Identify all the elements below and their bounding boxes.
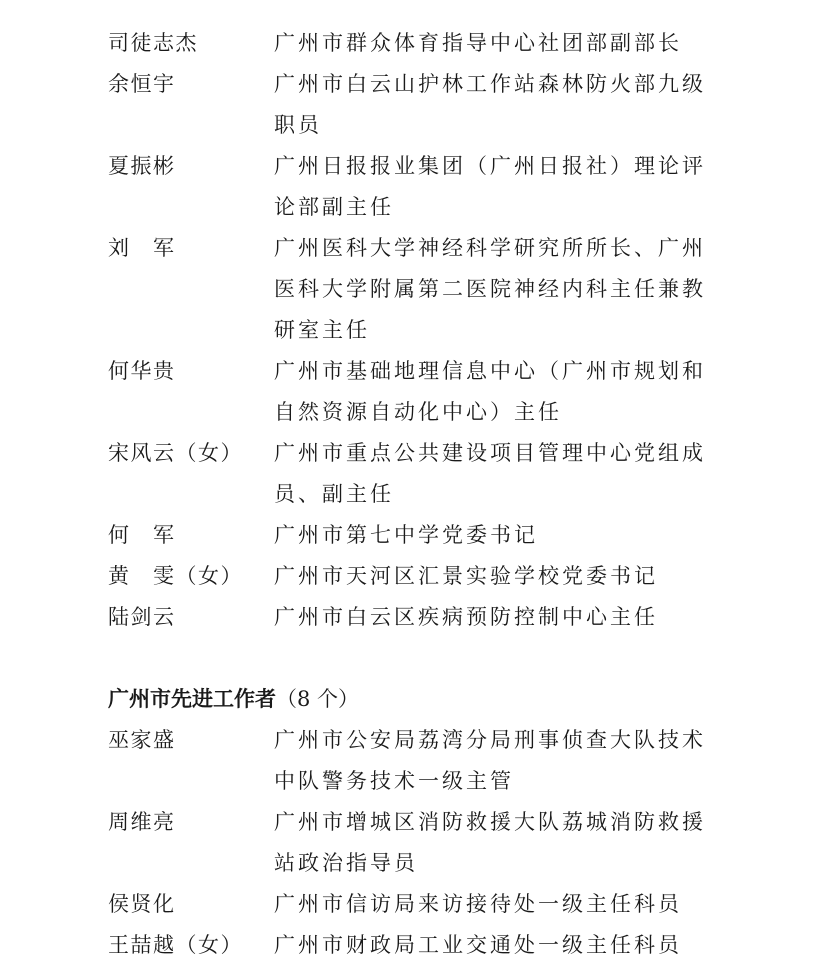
person-name: 陆剑云 <box>108 605 176 629</box>
person-title: 广州市第七中学党委书记 <box>274 523 538 547</box>
list-item <box>108 228 748 351</box>
person-name: 何 军 <box>108 523 176 547</box>
person-name: 巫家盛 <box>108 728 176 752</box>
person-name: 王喆越（女） <box>108 933 243 957</box>
person-name: 侯贤化 <box>108 892 176 916</box>
person-title: 广州市公安局荔湾分局刑事侦查大队技术中队警务技术一级主管 <box>274 728 706 793</box>
person-name: 黄 雯（女） <box>108 564 243 588</box>
person-title: 广州市财政局工业交通处一级主任科员 <box>274 933 682 957</box>
person-title: 广州市天河区汇景实验学校党委书记 <box>274 564 658 588</box>
section-heading-text: 广州市先进工作者 <box>108 687 276 711</box>
person-name: 周维亮 <box>108 810 176 834</box>
section-count: （8 个） <box>276 687 360 711</box>
person-name: 余恒宇 <box>108 72 176 96</box>
list-item <box>108 720 748 802</box>
list-item <box>108 433 748 515</box>
person-name: 夏振彬 <box>108 154 176 178</box>
person-title: 广州市重点公共建设项目管理中心党组成员、副主任 <box>274 441 706 506</box>
list-item <box>108 351 748 433</box>
list-item <box>108 64 748 146</box>
person-title: 广州市群众体育指导中心社团部副部长 <box>274 31 682 55</box>
section-heading <box>108 679 748 720</box>
person-name: 何华贵 <box>108 359 176 383</box>
list-item <box>108 802 748 884</box>
list-item <box>108 146 748 228</box>
list-item <box>108 884 748 925</box>
person-title: 广州医科大学神经科学研究所所长、广州医科大学附属第二医院神经内科主任兼教研室主任 <box>274 236 706 342</box>
list-item <box>108 515 748 556</box>
list-item <box>108 597 748 638</box>
person-name: 宋风云（女） <box>108 441 243 465</box>
person-title: 广州市白云山护林工作站森林防火部九级职员 <box>274 72 706 137</box>
person-title: 广州市信访局来访接待处一级主任科员 <box>274 892 682 916</box>
person-title: 广州日报报业集团（广州日报社）理论评论部副主任 <box>274 154 706 219</box>
person-name: 刘 军 <box>108 236 176 260</box>
honoree-list <box>108 23 748 966</box>
list-item <box>108 925 748 966</box>
person-name: 司徒志杰 <box>108 31 198 55</box>
list-item <box>108 556 748 597</box>
person-title: 广州市白云区疾病预防控制中心主任 <box>274 605 658 629</box>
list-item <box>108 23 748 64</box>
person-title: 广州市基础地理信息中心（广州市规划和自然资源自动化中心）主任 <box>274 359 706 424</box>
person-title: 广州市增城区消防救援大队荔城消防救援站政治指导员 <box>274 810 706 875</box>
